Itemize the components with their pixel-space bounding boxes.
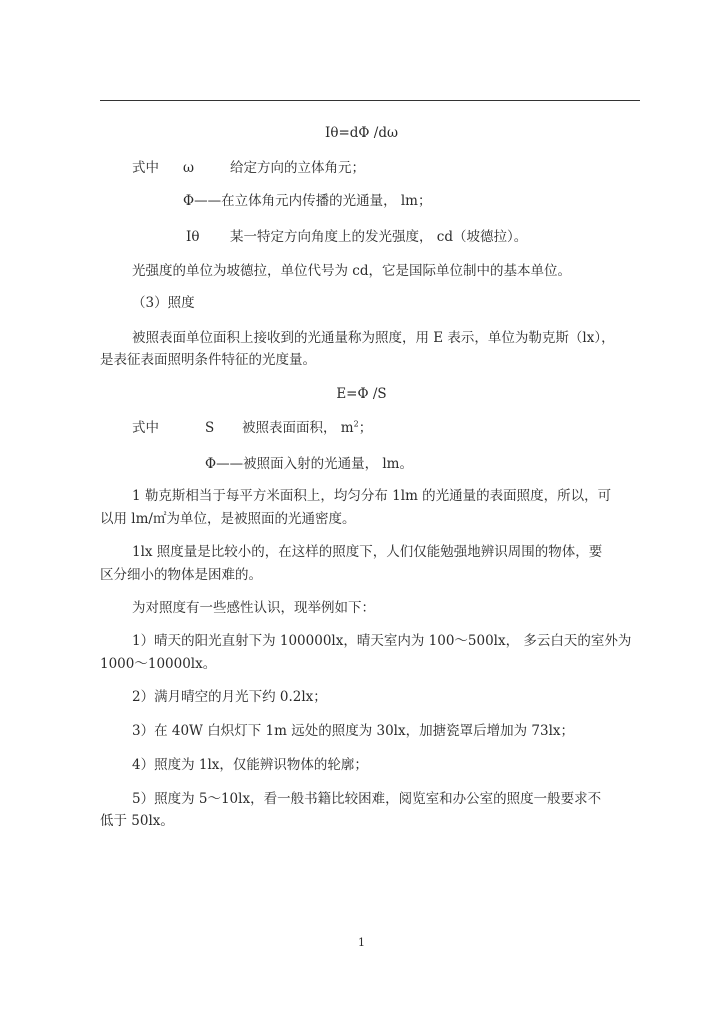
paragraph-line: 被照表面单位面积上接收到的光通量称为照度，用 E 表示，单位为勒克斯（lx）， [132, 330, 615, 346]
formula-luminous-intensity: Iθ=dΦ /dω [325, 125, 398, 141]
list-item: 5）照度为 5～10lx，看一般书籍比较困难，阅览室和办公室的照度一般要求不 [132, 791, 602, 807]
definition-text: 被照表面面积， $m^2$； [242, 419, 373, 436]
definition-symbol: S [205, 420, 215, 436]
paragraph-line: 1 勒克斯相当于每平方米面积上，均匀分布 1lm 的光通量的表面照度，所以，可 [132, 488, 612, 504]
definition-text: 某一特定方向角度上的发光强度， cd（坡德拉）。 [230, 229, 528, 245]
paragraph-line: 区分细小的物体是困难的。 [100, 567, 262, 583]
definition-text: Φ——在立体角元内传播的光通量， lm； [183, 193, 432, 209]
definition-symbol: Iθ [186, 229, 200, 245]
formula-illuminance: E=Φ /S [336, 386, 387, 402]
list-item: 3）在 40W 白炽灯下 1m 远处的照度为 30lx，加搪瓷罩后增加为 73lx； [132, 723, 574, 739]
list-item: 1）晴天的阳光直射下为 100000lx，晴天室内为 100～500lx， 多云白天的室外为 [132, 633, 632, 649]
definition-label: 式中 [132, 160, 159, 176]
paragraph-line: 为对照度有一些感性认识，现举例如下： [132, 600, 375, 616]
paragraph-unit: 光强度的单位为坡德拉，单位代号为 cd，它是国际单位制中的基本单位。 [132, 263, 571, 279]
definition-text: 给定方向的立体角元； [230, 160, 365, 176]
paragraph-line: 是表征表面照明条件特征的光度量。 [100, 352, 316, 368]
list-item: 低于 50lx。 [100, 813, 174, 829]
list-item: 4）照度为 1lx，仅能辨识物体的轮廓； [132, 757, 368, 773]
section-heading: （3）照度 [132, 295, 195, 311]
list-item: 1000～10000lx。 [100, 656, 217, 672]
header-rule [100, 100, 640, 101]
definition-text: Φ——被照面入射的光通量， lm。 [205, 456, 413, 472]
paragraph-line: 1lx 照度量是比较小的，在这样的照度下，人们仅能勉强地辨识周围的物体，要 [132, 544, 603, 560]
definition-label: 式中 [132, 420, 159, 436]
page-number: 1 [358, 936, 365, 949]
list-item: 2）满月晴空的月光下约 0.2lx； [132, 689, 327, 705]
definition-symbol: ω [183, 160, 195, 176]
paragraph-line: 以用 lm/㎡为单位，是被照面的光通密度。 [100, 511, 356, 527]
